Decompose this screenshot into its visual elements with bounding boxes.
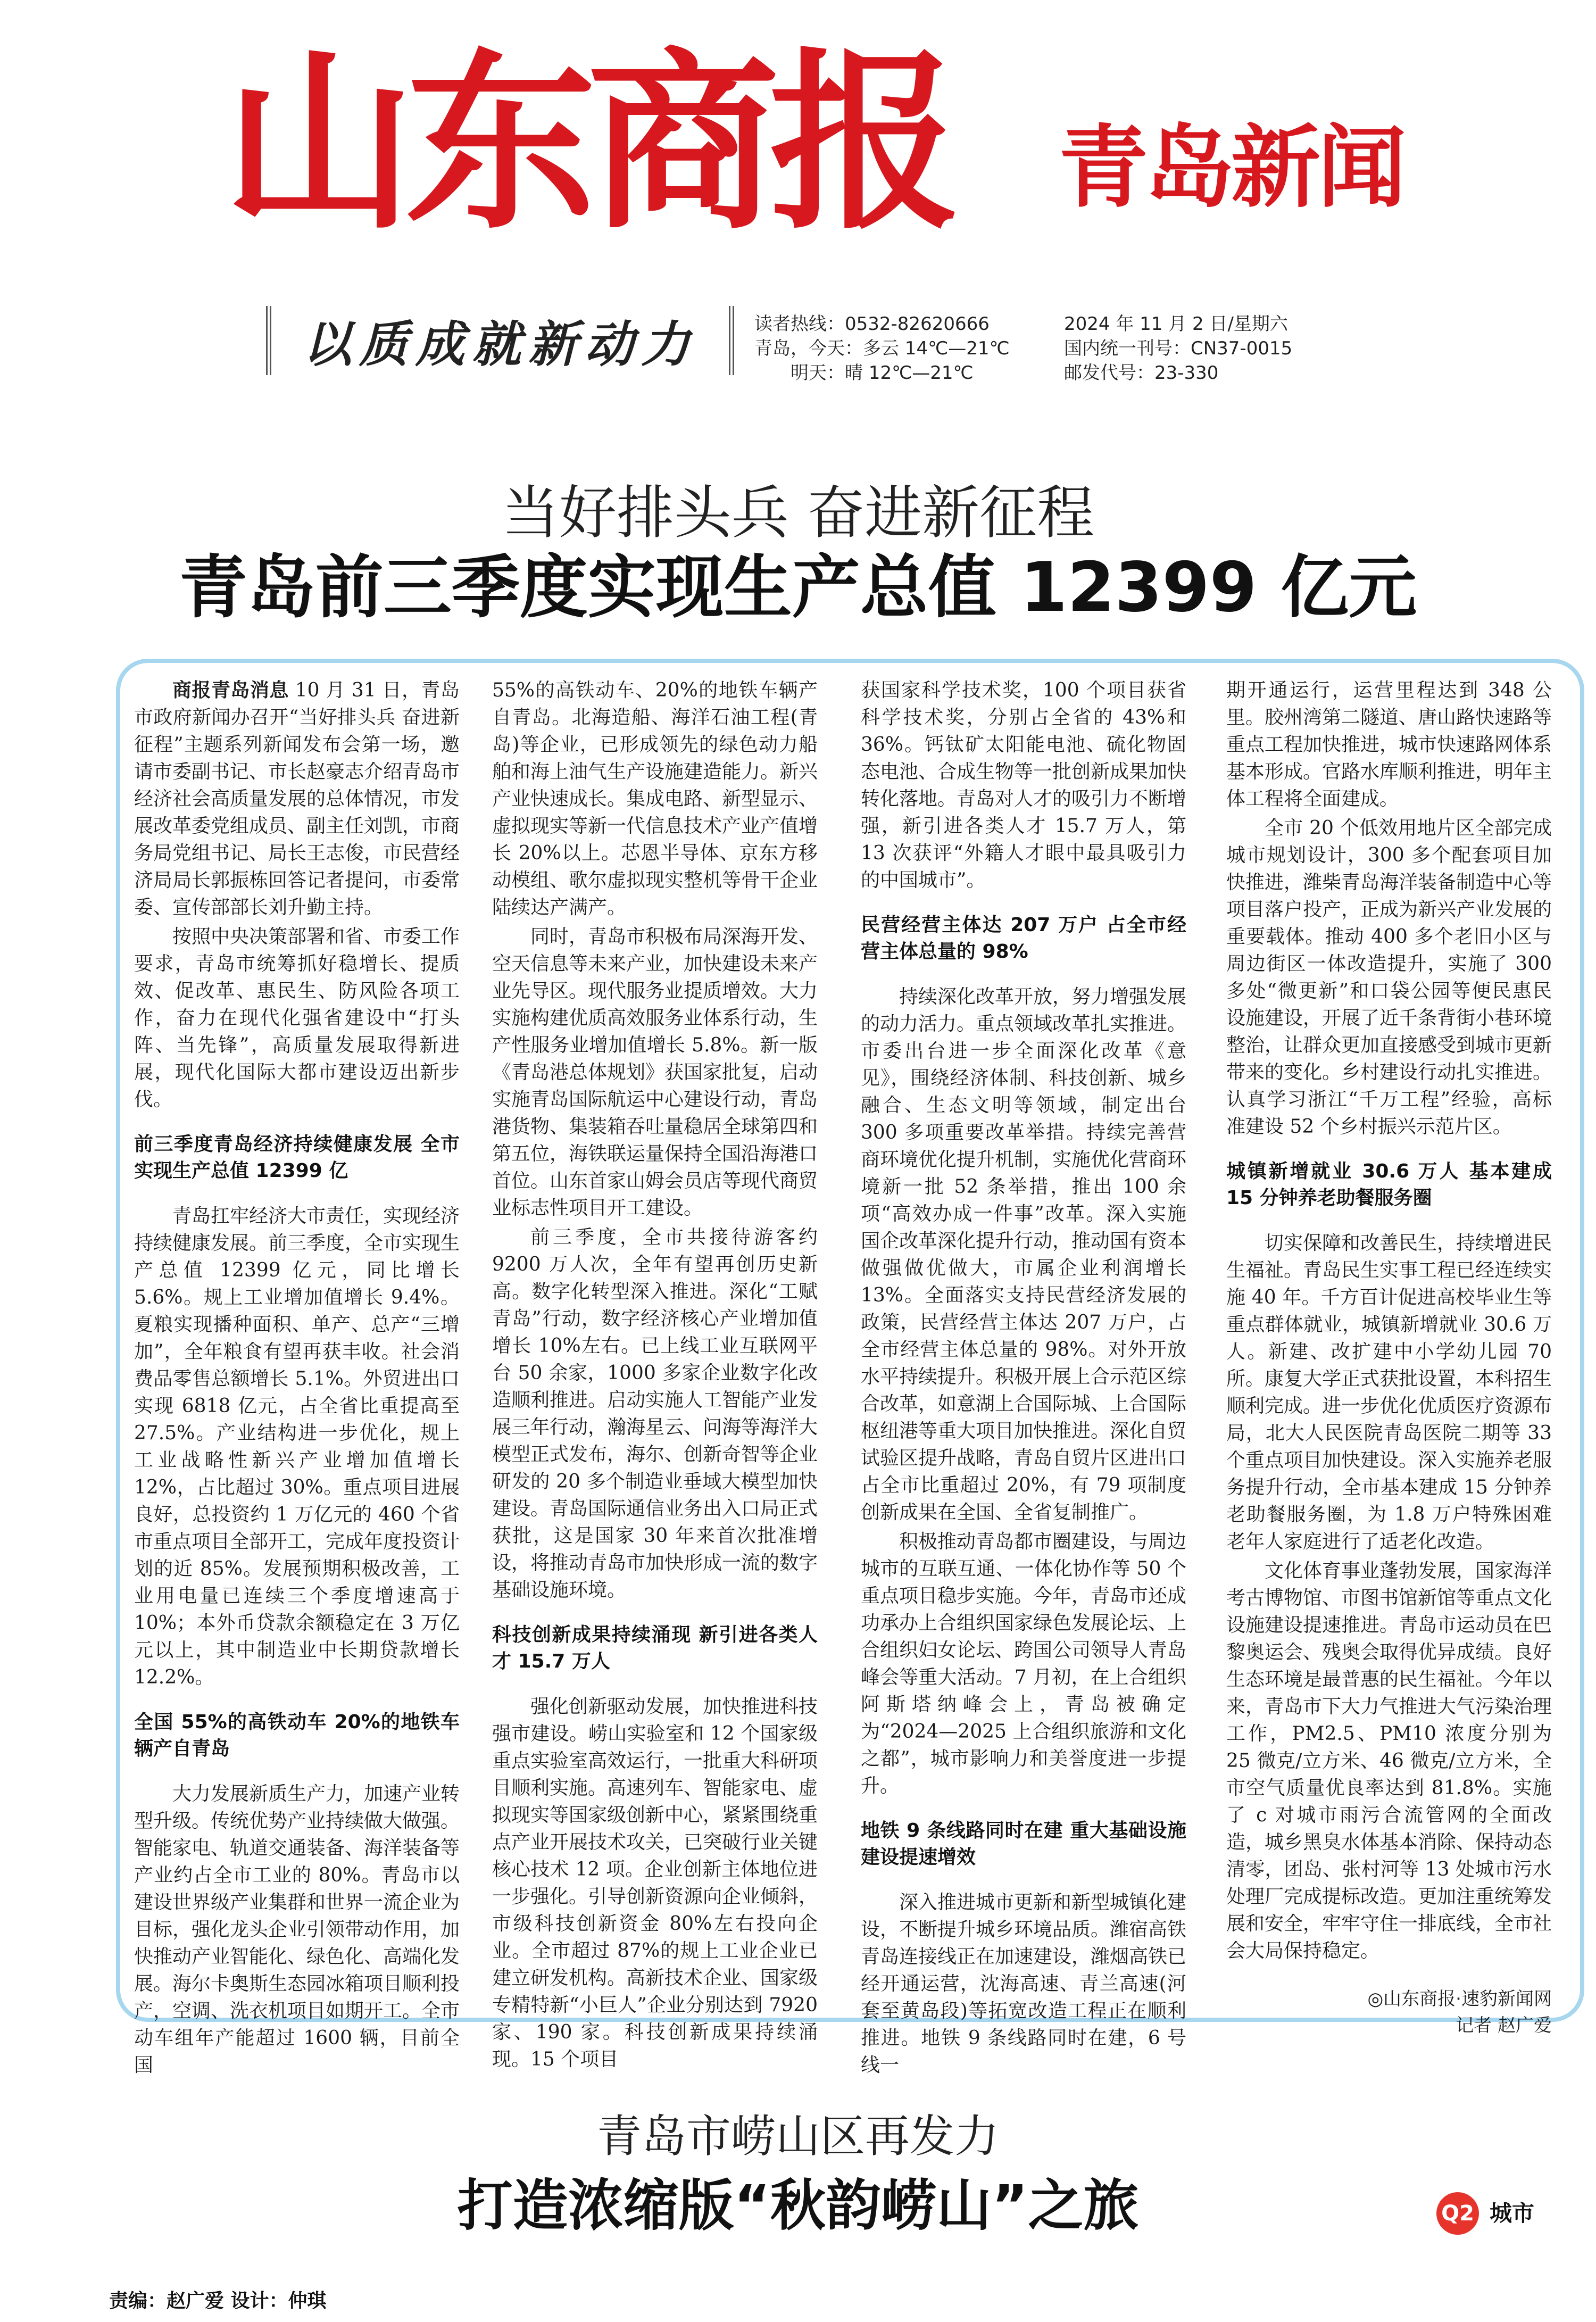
article-headline: 青岛前三季度实现生产总值 12399 亿元 bbox=[179, 548, 1417, 627]
article-credit bbox=[1226, 1986, 1552, 2039]
article-column-3 bbox=[861, 677, 1187, 2076]
reader-hotline: 读者热线：0532-82620666 bbox=[754, 313, 990, 335]
article-column-2 bbox=[492, 677, 818, 2070]
editor-credit: 责编：赵广爱 设计：仲琪 bbox=[109, 2290, 327, 2312]
article-paragraph: 积极推动青岛都市圈建设，与周边城市的互联互通、一体化协作等 50 个重点项目稳步实施。今年，青岛市还成功承办上合组织国家绿色发展论坛、上合组织妇女论坛、跨国公司领导人青岛峰会等重大活动。7 月初，在上合组织阿斯塔纳峰会上，青岛被确定为“2024—2025 上合组织旅游和文化之都”，城市影响力和美誉度进一步提升。 bbox=[861, 1531, 1187, 1797]
article-paragraph: 55%的高铁动车、20%的地铁车辆产自青岛。北海造船、海洋石油工程(青岛)等企业，已形成领先的绿色动力船舶和海上油气生产设施建造能力。新兴产业快速成长。集成电路、新型显示、虚拟现实等新一代信息技术产业产值增长 20%以上。芯恩半导体、京东方移动模组、歌尔虚拟现实整机等骨干企业陆续达产满产。 bbox=[492, 679, 818, 918]
reporter-credit: 记者 赵广爱 bbox=[1456, 2015, 1552, 2036]
article-paragraph: 深入推进城市更新和新型城镇化建设，不断提升城乡环境品质。潍宿高铁青岛连接线正在加速建设，潍烟高铁已经开通运营，沈海高速、青兰高速(河套至黄岛段)等拓宽改造工程正在顺利推进。地铁 9 条线路同时在建，6 号线一 bbox=[861, 1892, 1187, 2076]
masthead-info-right bbox=[1064, 312, 1404, 385]
article-paragraph: 全市 20 个低效用地片区全部完成城市规划设计，300 多个配套项目加快推进，潍柴青岛海洋装备制造中心等项目落户投产，正成为新兴产业发展的重要载体。推动 400 多个老旧小区与周边街区一体改造提升，实施了 300 多处“微更新”和口袋公园等便民惠民设施建设，开展了近千条背街小巷环境整治，让群众更加直接感受到城市更新带来的变化。乡村建设行动扎实推进。认真学习浙江“千万工程”经验，高标准建设 52 个乡村振兴示范片区。 bbox=[1226, 817, 1552, 1138]
teaser-headline[interactable]: 打造浓缩版“秋韵崂山”之旅 bbox=[457, 2173, 1139, 2238]
article-paragraph: 前三季度，全市共接待游客约 9200 万人次，全年有望再创历史新高。数字化转型深入推进。深化“工赋青岛”行动，数字经济核心产业增加值增长 10%左右。已上线工业互联网平台 50 余家，1000 多家企业数字化改造顺利推进。启动实施人工智能产业发展三年行动，瀚海星云、问海等海洋大模型正式发布，海尔、创新奇智等企业研发的 20 多个制造业垂域大模型加快建设。青岛国际通信业务出入口局正式获批，这是国家 30 年来首次批准增设，将推动青岛市加快形成一流的数字基础设施环境。 bbox=[492, 1226, 818, 1601]
teaser-kicker[interactable]: 青岛市崂山区再发力 bbox=[596, 2110, 999, 2162]
section-subheading: 全国 55%的高铁动车 20%的地铁车辆产自青岛 bbox=[134, 1711, 460, 1760]
slogan-banner bbox=[266, 306, 734, 375]
masthead-info-left bbox=[754, 312, 1031, 385]
page-badge: Q2 bbox=[1436, 2192, 1479, 2235]
masthead-edition: 青岛新闻 bbox=[1059, 115, 1403, 220]
section-subheading: 民营经营主体达 207 万户 占全市经营主体总量的 98% bbox=[861, 914, 1186, 963]
article-paragraph: 大力发展新质生产力，加速产业转型升级。传统优势产业持续做大做强。智能家电、轨道交通装备、海洋装备等产业约占全市工业的 80%。青岛市以建设世界级产业集群和世界一流企业为目标，强化龙头企业引领带动作用，加快推动产业智能化、绿色化、高端化发展。海尔卡奥斯生态园冰箱项目顺利投产，空调、洗衣机项目如期开工。全市动车组年产能超过 1600 辆，目前全国 bbox=[134, 1783, 460, 2076]
article-paragraph: 强化创新驱动发展，加快推进科技强市建设。崂山实验室和 12 个国家级重点实验室高效运行，一批重大科研项目顺利实施。高速列车、智能家电、虚拟现实等国家级创新中心，紧紧围绕重点产业开展技术攻关，已突破行业关键核心技术 12 项。企业创新主体地位进一步强化。引导创新资源向企业倾斜，市级科技创新资金 80%左右投向企业。全市超过 87%的规上工业企业已建立研发机构。高新技术企业、国家级专精特新“小巨人”企业分别达到 7920 家、190 家。科技创新成果持续涌现。15 个项目 bbox=[492, 1696, 818, 2070]
slogan-text: 以质成就新动力 bbox=[302, 316, 697, 373]
page-section-label: 城市 bbox=[1490, 2200, 1535, 2226]
article-column-1 bbox=[134, 677, 460, 2076]
article-paragraph: 持续深化改革开放，努力增强发展的动力活力。重点领域改革扎实推进。市委出台进一步全面深化改革《意见》，围绕经济体制、科技创新、城乡融合、生态文明等领域，制定出台 300 多项重要改革举措。持续完善营商环境优化提升机制，实施优化营商环境新一批 52 条举措，推出 100 余项“高效办成一件事”改革。深入实施国企改革深化提升行动，推动国有资本做强做优做大，市属企业利润增长 13%。全面落实支持民营经济发展的政策，民营经营主体达 207 万户，占全市经营主体总量的 98%。对外开放水平持续提升。积极开展上合示范区综合改革，如意湖上合国际城、上合国际枢纽港等重大项目加快推进。深化自贸试验区提升战略，青岛自贸片区进出口占全市比重超过 20%，有 79 项制度创新成果在全国、全省复制推广。 bbox=[861, 986, 1187, 1523]
weather-tomorrow: 明天：晴 12℃—21℃ bbox=[791, 362, 974, 384]
article-paragraph: 青岛扛牢经济大市责任，实现经济持续健康发展。前三季度，全市实现生产总值 12399 亿元，同比增长 5.6%。规上工业增加值增长 9.4%。夏粮实现播种面积、单产、总产“三增加”，全年粮食有望再获丰收。社会消费品零售总额增长 5.1%。外贸进出口实现 6818 亿元，占全省比重提高至 27.5%。产业结构进一步优化，规上工业战略性新兴产业增加值增长 12%，占比超过 30%。重点项目进展良好，总投资约 1 万亿元的 460 个省市重点项目全部开工，完成年度投资计划的近 85%。发展预期积极改善，工业用电量已连续三个季度增速高于 10%；本外币贷款余额稳定在 3 万亿元以上，其中制造业中长期贷款增长 12.2%。 bbox=[134, 1205, 460, 1688]
article-paragraph: 按照中央决策部署和省、市委工作要求，青岛市统筹抓好稳增长、提质效、促改革、惠民生、防风险各项工作，奋力在现代化强省建设中“打头阵、当先锋”，高质量发展取得新进展，现代化国际大都市建设迈出新步伐。 bbox=[134, 926, 460, 1110]
article-paragraph: 期开通运行，运营里程达到 348 公里。胶州湾第二隧道、唐山路快速路等重点工程加快推进，城市快速路网体系基本形成。官路水库顺利推进，明年主体工程将全面建成。 bbox=[1226, 679, 1552, 810]
article-kicker: 当好排头兵 奋进新征程 bbox=[501, 480, 1095, 546]
section-subheading: 前三季度青岛经济持续健康发展 全市实现生产总值 12399 亿 bbox=[134, 1133, 460, 1182]
article-paragraph: 切实保障和改善民生，持续增进民生福祉。青岛民生实事工程已经连续实施 40 年。千方百计促进高校毕业生等重点群体就业，城镇新增就业 30.6 万人。新建、改扩建中小学幼儿园 70 所。康复大学正式获批设置，本科招生顺利完成。进一步优化优质医疗资源布局，北大人民医院青岛医院二期等 33 个重点项目加快建设。深入实施养老服务提升行动，全市基本建成 15 分钟养老助餐服务圈，为 1.8 万户特殊困难老年人家庭进行了适老化改造。 bbox=[1226, 1232, 1552, 1553]
postal-code: 邮发代号：23-330 bbox=[1064, 362, 1219, 384]
masthead-title: 山东商报 bbox=[223, 32, 951, 255]
article-paragraph: 文化体育事业蓬勃发展，国家海洋考古博物馆、市图书馆新馆等重点文化设施建设提速推进。青岛市运动员在巴黎奥运会、残奥会取得优异成绩。良好生态环境是最普惠的民生福祉。今年以来，青岛市下大力气推进大气污染治理工作，PM2.5、PM10 浓度分别为 25 微克/立方米、46 微克/立方米，全市空气质量优良率达到 81.8%。实施了 c 对城市雨污合流管网的全面改造，城乡黑臭水体基本消除、保持动态清零，团岛、张村河等 13 处城市污水处理厂完成提标改造。更加注重统筹发展和安全，牢牢守住一排底线，全市社会大局保持稳定。 bbox=[1226, 1560, 1552, 1962]
article-paragraph: 同时，青岛市积极布局深海开发、空天信息等未来产业，加快建设未来产业先导区。现代服务业提质增效。大力实施构建优质高效服务业体系行动，生产性服务业增加值增长 5.8%。新一版《青岛港总体规划》获国家批复，启动实施青岛国际航运中心建设行动，青岛港货物、集装箱吞吐量稳居全球第四和第五位，海铁联运量保持全国沿海港口首位。山东首家山姆会员店等现代商贸业标志性项目开工建设。 bbox=[492, 926, 818, 1219]
article-column-4 bbox=[1226, 677, 1552, 2036]
weather-today: 青岛，今天：多云 14℃—21℃ bbox=[754, 338, 1010, 359]
lead-label: 商报青岛消息 bbox=[172, 679, 289, 701]
article-paragraph: 获国家科学技术奖，100 个项目获省科学技术奖，分别占全省的 43%和 36%。钙钛矿太阳能电池、硫化物固态电池、合成生物等一批创新成果加快转化落地。青岛对人才的吸引力不断增强，新引进各类人才 15.7 万人，第 13 次获评“外籍人才眼中最具吸引力的中国城市”。 bbox=[861, 679, 1187, 891]
lead-text: 10 月 31 日，青岛市政府新闻办召开“当好排头兵 奋进新征程”主题系列新闻发布会第一场，邀请市委副书记、市长赵豪志介绍青岛市经济社会高质量发展的总体情况，市发展改革委党组成员、副主任刘凯，市商务局党组书记、局长王志俊，市民营经济局局长郭振栋回答记者提问，市委常委、宣传部部长刘升勤主持。 bbox=[134, 679, 460, 918]
cn-number: 国内统一刊号：CN37-0015 bbox=[1064, 338, 1293, 359]
issue-date: 2024 年 11 月 2 日/星期六 bbox=[1064, 313, 1288, 335]
section-subheading: 地铁 9 条线路同时在建 重大基础设施建设提速增效 bbox=[861, 1820, 1186, 1868]
source-credit: ◎山东商报·速豹新闻网 bbox=[1367, 1988, 1552, 2010]
section-subheading: 科技创新成果持续涌现 新引进各类人才 15.7 万人 bbox=[492, 1624, 818, 1672]
article-lead bbox=[134, 677, 460, 921]
section-subheading: 城镇新增就业 30.6 万人 基本建成 15 分钟养老助餐服务圈 bbox=[1226, 1160, 1552, 1209]
